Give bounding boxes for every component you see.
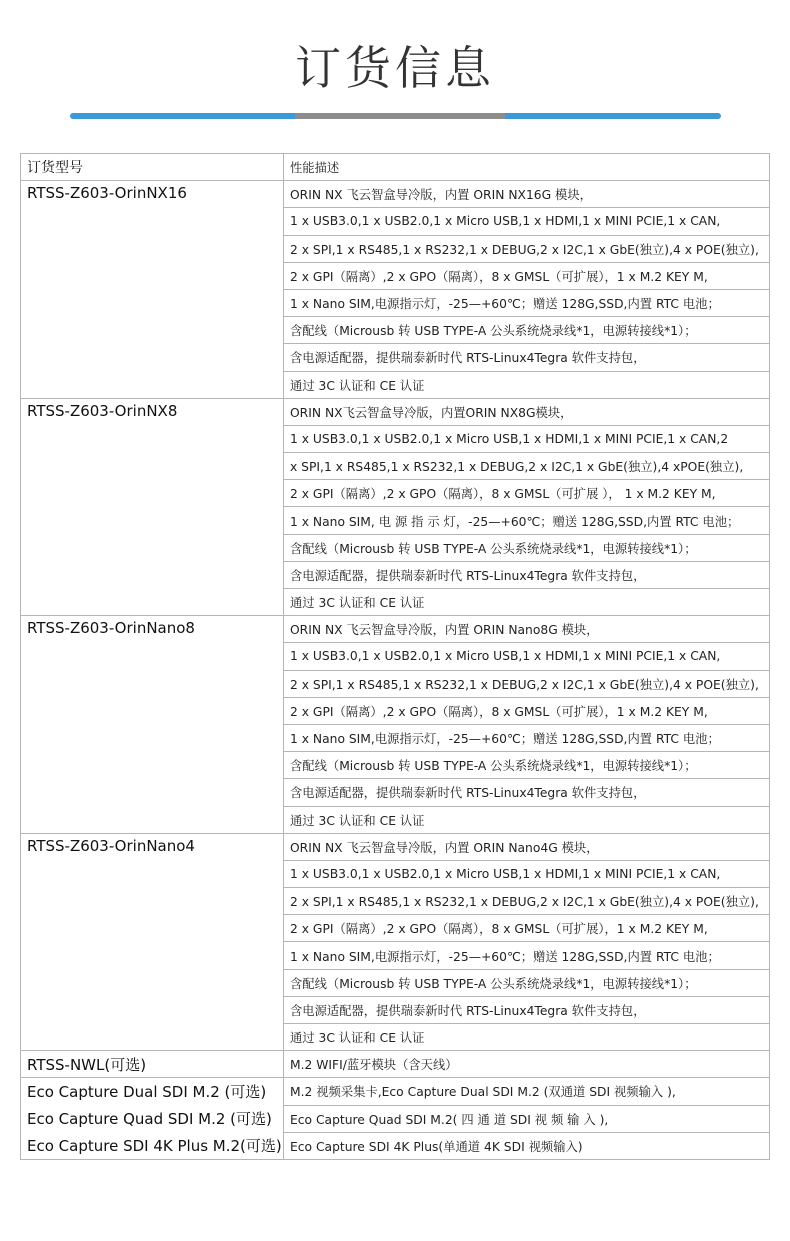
- description-cell: 2 x SPI,1 x RS485,1 x RS232,1 x DEBUG,2 x I2C,1 x GbE(独立),4 x POE(独立),: [284, 888, 770, 915]
- option-description-cell: Eco Capture SDI 4K Plus(单通道 4K SDI 视频输入): [284, 1132, 770, 1159]
- header-model: 订货型号: [21, 154, 284, 181]
- underline-segment-middle: [295, 113, 505, 119]
- table-header-row: [21, 154, 770, 181]
- ordering-table: [20, 153, 770, 1160]
- table-row: [21, 398, 770, 425]
- description-cell: 含配线（Microusb 转 USB TYPE-A 公头系统烧录线*1，电源转接线*1）；: [284, 317, 770, 344]
- description-cell: ORIN NX 飞云智盒导冷版，内置 ORIN Nano4G 模块，: [284, 833, 770, 860]
- description-cell: 1 x USB3.0,1 x USB2.0,1 x Micro USB,1 x HDMI,1 x MINI PCIE,1 x CAN,: [284, 208, 770, 235]
- description-cell: 2 x GPI（隔离）,2 x GPO（隔离），8 x GMSL（可扩展），1 x M.2 KEY M,: [284, 262, 770, 289]
- description-cell: 含电源适配器，提供瑞泰新时代 RTS-Linux4Tegra 软件支持包，: [284, 779, 770, 806]
- page-title: 订货信息: [295, 41, 495, 95]
- option-model-cell: Eco Capture Quad SDI M.2 (可选): [21, 1105, 284, 1132]
- description-cell: ORIN NX 飞云智盒导冷版，内置 ORIN Nano8G 模块，: [284, 616, 770, 643]
- option-row: [21, 1051, 770, 1078]
- description-cell: 含电源适配器，提供瑞泰新时代 RTS-Linux4Tegra 软件支持包，: [284, 344, 770, 371]
- description-cell: 含配线（Microusb 转 USB TYPE-A 公头系统烧录线*1，电源转接线*1）；: [284, 534, 770, 561]
- model-cell: RTSS-Z603-OrinNano4: [21, 833, 284, 1051]
- description-cell: 1 x Nano SIM, 电 源 指 示 灯，-25—+60℃；赠送 128G,SSD,内置 RTC 电池；: [284, 507, 770, 534]
- title-underline: [70, 113, 721, 119]
- model-cell: RTSS-Z603-OrinNano8: [21, 616, 284, 834]
- description-cell: 1 x Nano SIM,电源指示灯，-25—+60℃；赠送 128G,SSD,内置 RTC 电池；: [284, 289, 770, 316]
- table-row: [21, 616, 770, 643]
- description-cell: 1 x USB3.0,1 x USB2.0,1 x Micro USB,1 x HDMI,1 x MINI PCIE,1 x CAN,: [284, 860, 770, 887]
- model-cell: RTSS-Z603-OrinNX16: [21, 181, 284, 399]
- description-cell: 1 x Nano SIM,电源指示灯，-25—+60℃；赠送 128G,SSD,内置 RTC 电池；: [284, 724, 770, 751]
- description-cell: x SPI,1 x RS485,1 x RS232,1 x DEBUG,2 x I2C,1 x GbE(独立),4 xPOE(独立),: [284, 453, 770, 480]
- description-cell: 含配线（Microusb 转 USB TYPE-A 公头系统烧录线*1，电源转接线*1）；: [284, 969, 770, 996]
- table-row: [21, 181, 770, 208]
- description-cell: 2 x GPI（隔离）,2 x GPO（隔离），8 x GMSL（可扩展），1 x M.2 KEY M,: [284, 915, 770, 942]
- model-cell: RTSS-Z603-OrinNX8: [21, 398, 284, 616]
- option-model-cell: RTSS-NWL(可选): [21, 1051, 284, 1078]
- description-cell: 通过 3C 认证和 CE 认证: [284, 589, 770, 616]
- option-model-cell: Eco Capture Dual SDI M.2 (可选): [21, 1078, 284, 1105]
- description-cell: 1 x Nano SIM,电源指示灯，-25—+60℃；赠送 128G,SSD,内置 RTC 电池；: [284, 942, 770, 969]
- description-cell: 2 x GPI（隔离）,2 x GPO（隔离），8 x GMSL（可扩展 ）， 1 x M.2 KEY M,: [284, 480, 770, 507]
- description-cell: 通过 3C 认证和 CE 认证: [284, 371, 770, 398]
- description-cell: 通过 3C 认证和 CE 认证: [284, 1024, 770, 1051]
- description-cell: ORIN NX 飞云智盒导冷版，内置 ORIN NX16G 模块，: [284, 181, 770, 208]
- underline-segment-right: [505, 113, 721, 119]
- table-row: [21, 833, 770, 860]
- underline-segment-left: [70, 113, 295, 119]
- option-description-cell: Eco Capture Quad SDI M.2( 四 通 道 SDI 视 频 输 入 ),: [284, 1105, 770, 1132]
- option-row: [21, 1078, 770, 1105]
- description-cell: 2 x SPI,1 x RS485,1 x RS232,1 x DEBUG,2 x I2C,1 x GbE(独立),4 x POE(独立),: [284, 235, 770, 262]
- description-cell: 含配线（Microusb 转 USB TYPE-A 公头系统烧录线*1，电源转接线*1）；: [284, 752, 770, 779]
- option-row: [21, 1132, 770, 1159]
- description-cell: 2 x SPI,1 x RS485,1 x RS232,1 x DEBUG,2 x I2C,1 x GbE(独立),4 x POE(独立),: [284, 670, 770, 697]
- description-cell: 1 x USB3.0,1 x USB2.0,1 x Micro USB,1 x HDMI,1 x MINI PCIE,1 x CAN,2: [284, 425, 770, 452]
- description-cell: 含电源适配器，提供瑞泰新时代 RTS-Linux4Tegra 软件支持包，: [284, 561, 770, 588]
- description-cell: 通过 3C 认证和 CE 认证: [284, 806, 770, 833]
- header-description: 性能描述: [284, 154, 770, 181]
- option-row: [21, 1105, 770, 1132]
- option-model-cell: Eco Capture SDI 4K Plus M.2(可选): [21, 1132, 284, 1159]
- description-cell: 1 x USB3.0,1 x USB2.0,1 x Micro USB,1 x HDMI,1 x MINI PCIE,1 x CAN,: [284, 643, 770, 670]
- option-description-cell: M.2 WIFI/蓝牙模块（含天线）: [284, 1051, 770, 1078]
- description-cell: ORIN NX飞云智盒导冷版，内置ORIN NX8G模块，: [284, 398, 770, 425]
- description-cell: 含电源适配器，提供瑞泰新时代 RTS-Linux4Tegra 软件支持包，: [284, 996, 770, 1023]
- description-cell: 2 x GPI（隔离）,2 x GPO（隔离），8 x GMSL（可扩展），1 x M.2 KEY M,: [284, 697, 770, 724]
- option-description-cell: M.2 视频采集卡,Eco Capture Dual SDI M.2 (双通道 SDI 视频输入 ),: [284, 1078, 770, 1105]
